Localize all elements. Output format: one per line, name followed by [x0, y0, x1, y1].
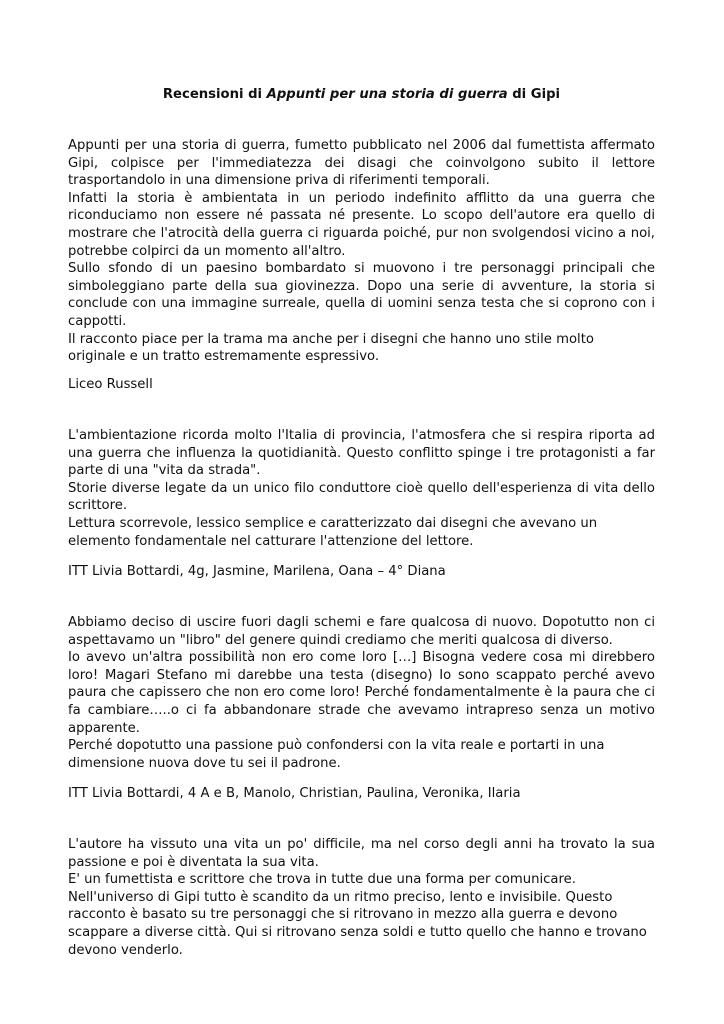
review-1-paragraph-2: Infatti la storia è ambientata in un periodo indefinito afflitto da una guerra che riconduciamo non essere né passata né presente. Lo scopo dell'autore era quello di mostrare che l'atrocità della guerra ci riguarda poiché, pur non svolgendosi vicino a noi, potrebbe colpirci da un momento all'altro.: [68, 190, 655, 259]
review-4-paragraph-3: Nell'universo di Gipi tutto è scandito da un ritmo preciso, lento e invisibile. Questo racconto è basato su tre personaggi che si ritrovano in mezzo alla guerra e devono scappare a diverse città. Qui si ritrovano senza soldi e tutto quello che hanno e trovano devono venderlo.: [68, 889, 647, 958]
review-3: [68, 614, 655, 772]
review-2-paragraph-2: Storie diverse legate da un unico filo conduttore cioè quello dell'esperienza di vita dello scrittore.: [68, 480, 655, 514]
document-title: [68, 86, 655, 104]
review-1-paragraph-3: Sullo sfondo di un paesino bombardato si muovono i tre personaggi principali che simboleggiano parte della sua giovinezza. Dopo una serie di avventure, la storia si conclude con una immagine surreale, quella di uomini senza testa che si coprono con i cappotti.: [68, 261, 655, 329]
title-prefix: Recensioni di: [162, 87, 267, 102]
review-2-paragraph-3: Lettura scorrevole, lessico semplice e caratterizzato dai disegni che avevano un elemento fondamentale nel catturare l'attenzione del lettore.: [68, 515, 598, 549]
review-4-paragraph-1: L'autore ha vissuto una vita un po' difficile, ma nel corso degli anni ha trovato la sua passione e poi è diventata la sua vita.: [68, 837, 655, 870]
review-2-signature: ITT Livia Bottardi, 4g, Jasmine, Marilena, Oana – 4° Diana: [68, 564, 446, 579]
review-4-paragraph-2: E' un fumettista e scrittore che trova in tutte due una forma per comunicare.: [68, 872, 576, 888]
review-1-signature: Liceo Russell: [68, 377, 153, 392]
review-4: [68, 836, 655, 959]
review-3-paragraph-1: Abbiamo deciso di uscire fuori dagli schemi e fare qualcosa di nuovo. Dopotutto non ci aspettavamo un "libro" del genere quindi crediamo che meriti qualcosa di diverso.: [68, 615, 655, 648]
review-1-paragraph-1: Appunti per una storia di guerra, fumetto pubblicato nel 2006 dal fumettista affermato Gipi, colpisce per l'immediatezza dei disagi che coinvolgono subito il lettore trasportandolo in una dimensione priva di riferimenti temporali.: [68, 138, 655, 189]
review-3-signature: ITT Livia Bottardi, 4 A e B, Manolo, Christian, Paulina, Veronika, Ilaria: [68, 786, 521, 801]
review-3-paragraph-3: Perché dopotutto una passione può confondersi con la vita reale e portarti in una dimensione nuova dove tu sei il padrone.: [68, 738, 605, 771]
review-3-paragraph-2: Io avevo un'altra possibilità non ero come loro […] Bisogna vedere cosa mi direbbero loro! Magari Stefano mi darebbe una testa (disegno) Io sono scappato perché avevo paura che capissero che non ero come loro! Perché fondamentalmente è la paura che ci fa cambiare…..o ci fa abbandonare strade che avevamo intrapreso senza un motivo apparente.: [68, 650, 655, 736]
review-2-paragraph-1: L'ambientazione ricorda molto l'Italia di provincia, l'atmosfera che si respira riporta ad una guerra che influenza la quotidianità. Questo conflitto spinge i tre protagonisti a far parte di una "vita da strada".: [68, 428, 655, 479]
title-suffix: di Gipi: [507, 87, 561, 102]
review-1-paragraph-4: Il racconto piace per la trama ma anche per i disegni che hanno uno stile molto originale e un tratto estremamente espressivo.: [68, 331, 594, 365]
title-work: Appunti per una storia di guerra: [266, 87, 508, 102]
review-2: [68, 427, 655, 550]
review-1: [68, 137, 655, 366]
